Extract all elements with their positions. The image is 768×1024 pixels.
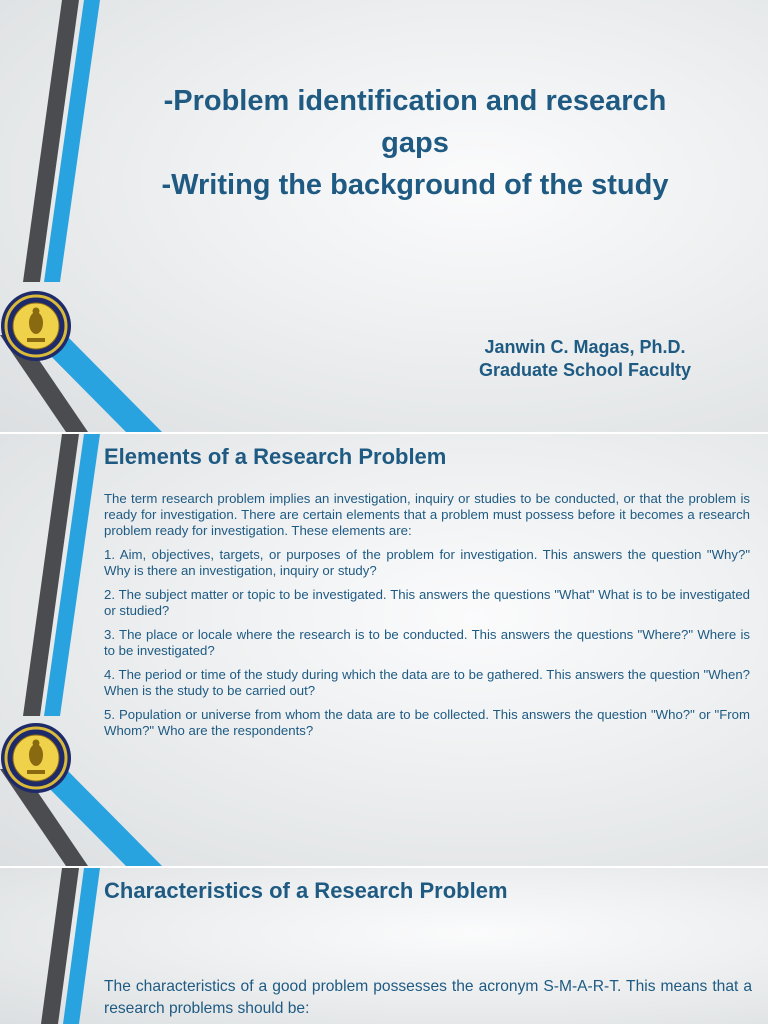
list-item: 2. The subject matter or topic to be investigated. This answers the questions "What" What is to be investigated or studied?: [104, 587, 750, 618]
slide-heading: Elements of a Research Problem: [104, 444, 447, 469]
college-seal-icon: [0, 722, 72, 794]
title-line: -Writing the background of the study: [161, 169, 669, 201]
slide-title: [120, 80, 710, 206]
list-item: 3. The place or locale where the research is to be conducted. This answers the questions "Where?" Where is to be investigated?: [104, 627, 750, 658]
author-block: [430, 336, 740, 382]
list-item: 4. The period or time of the study during which the data are to be gathered. This answers the question "When? When is the study to be carried out?: [104, 667, 750, 698]
slide-body: The characteristics of a good problem possesses the acronym S-M-A-R-T. This means that a research problems should be:: [104, 978, 752, 1017]
characteristics-slide: [0, 868, 768, 1024]
slide-heading: Characteristics of a Research Problem: [104, 878, 508, 903]
body-paragraph: The term research problem implies an investigation, inquiry or studies to be conducted, or that the problem is ready for investigation. There are certain elements that a problem must possess before it becomes a research problem ready for investigation. These elements are:: [104, 491, 750, 538]
elements-slide: [0, 434, 768, 866]
title-line: -Problem identification and research: [163, 85, 667, 117]
author-name: Janwin C. Magas, Ph.D.: [484, 337, 686, 357]
slide-body: [104, 491, 750, 747]
college-seal-icon: [0, 290, 72, 362]
title-line: gaps: [381, 127, 449, 159]
title-slide: [0, 0, 768, 432]
author-role: Graduate School Faculty: [478, 360, 692, 380]
list-item: 5. Population or universe from whom the data are to be collected. This answers the question "Who?" or "From Whom?" Who are the respondents?: [104, 707, 750, 738]
slide-accent-stripes: [0, 0, 180, 432]
list-item: 1. Aim, objectives, targets, or purposes of the problem for investigation. This answers the question "Why?" Why is there an investigation, inquiry or study?: [104, 547, 750, 578]
